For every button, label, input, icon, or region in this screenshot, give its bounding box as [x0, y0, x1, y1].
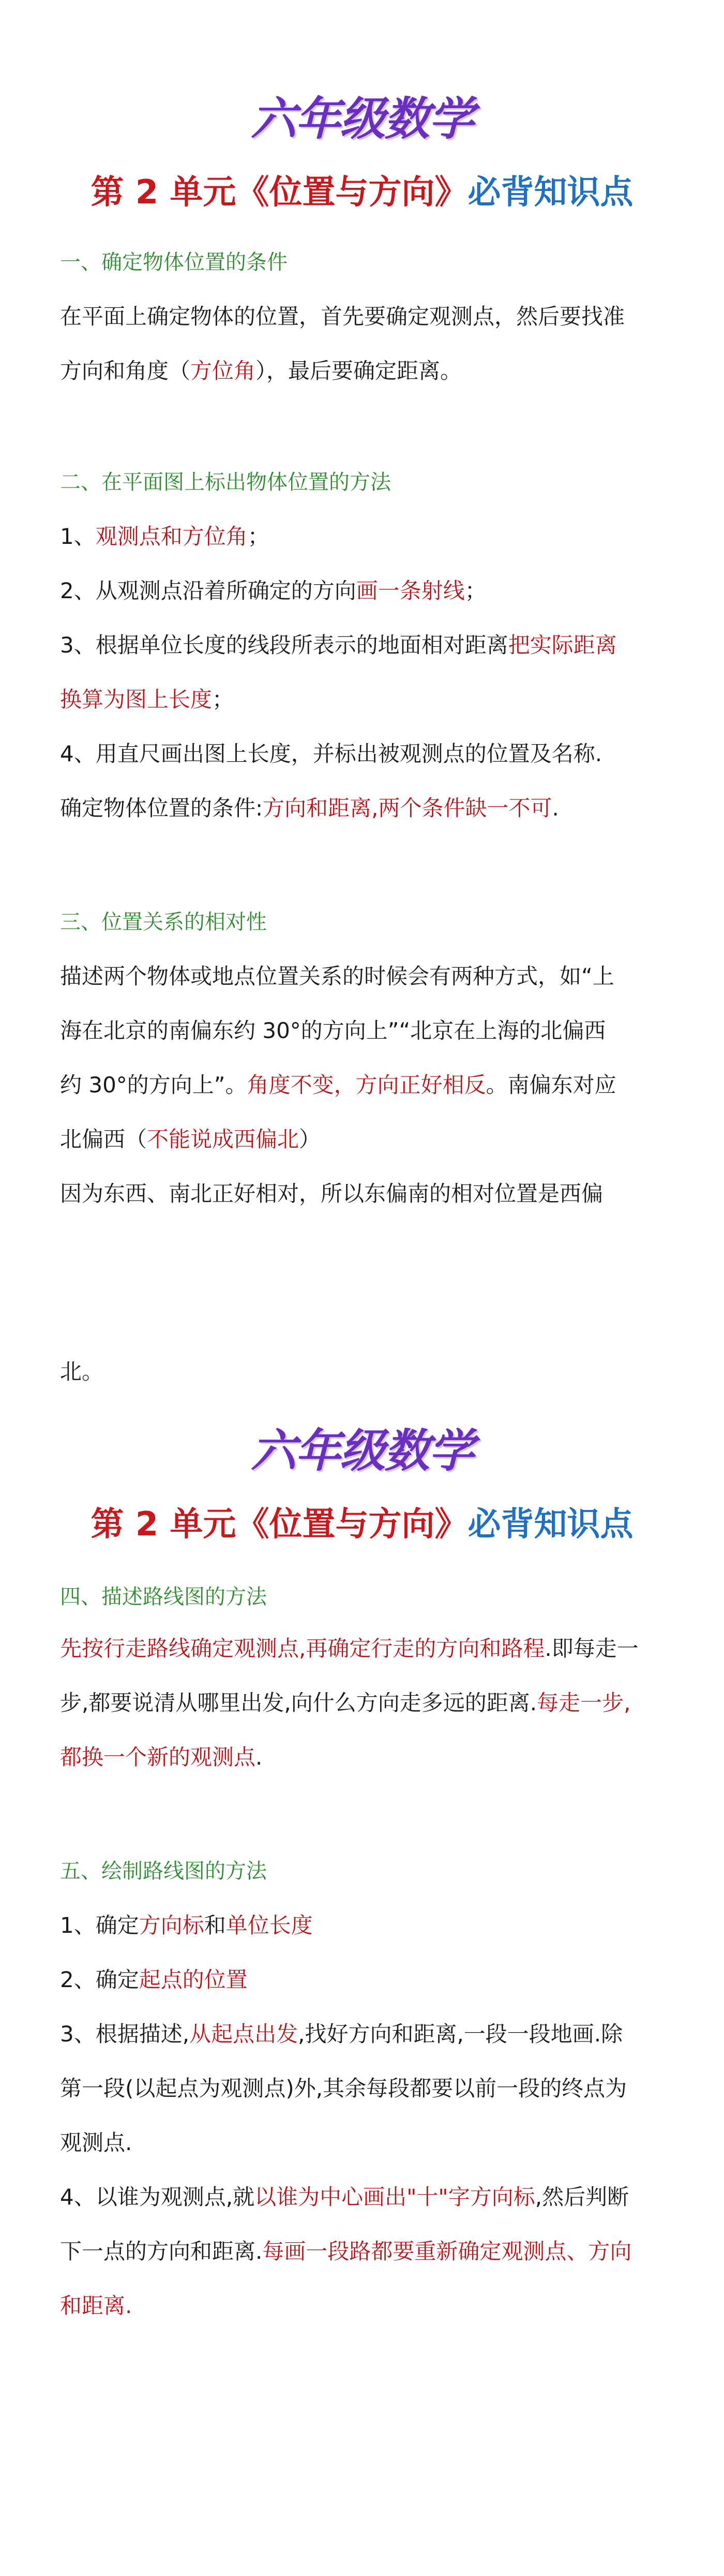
section-4-line-3: 都换一个新的观测点.: [60, 1744, 263, 1770]
title-part1: 第 2 单元《位置与方向》: [90, 173, 468, 212]
section-2-line-3: 3、根据单位长度的线段所表示的地面相对距离把实际距离: [60, 632, 617, 658]
section-3-line-3: 约 30°的方向上”。角度不变，方向正好相反。南偏东对应: [60, 1072, 616, 1098]
section-heading-5: 五、绘制路线图的方法: [60, 1859, 267, 1883]
brand-logo-2: 六年级数学: [250, 1424, 473, 1477]
section-3-line-2: 海在北京的南偏东约 30°的方向上”“北京在上海的北偏西: [60, 1018, 606, 1043]
section-5-line-3: 3、根据描述,从起点出发,找好方向和距离,一段一段地画.除: [60, 2021, 623, 2047]
section-3-line-1: 描述两个物体或地点位置关系的时候会有两种方式，如“上: [60, 964, 614, 989]
section-heading-4: 四、描述路线图的方法: [60, 1585, 267, 1609]
section-4-line-1: 先按行走路线确定观测点,再确定行走的方向和路程.即每走一: [60, 1636, 639, 1661]
section-1-line-2: 方向和角度（方位角），最后要确定距离。: [60, 358, 462, 383]
section-3-line-5: 因为东西、南北正好相对，所以东偏南的相对位置是西偏: [60, 1181, 604, 1206]
section-heading-1: 一、确定物体位置的条件: [60, 250, 288, 274]
section-1-line-1: 在平面上确定物体的位置，首先要确定观测点，然后要找准: [60, 304, 625, 329]
section-4-line-2: 步,都要说清从哪里出发,向什么方向走多远的距离.每走一步,: [60, 1690, 631, 1715]
section-3-line-6: 北。: [60, 1359, 104, 1384]
section-5-line-5: 观测点.: [60, 2130, 132, 2155]
section-heading-2: 二、在平面图上标出物体位置的方法: [60, 470, 391, 494]
section-5-line-7: 下一点的方向和距离.每画一段路都要重新确定观测点、方向: [60, 2239, 632, 2264]
section-5-line-6: 4、以谁为观测点,就以谁为中心画出"十"字方向标,然后判断: [60, 2184, 629, 2210]
section-5-line-8: 和距离.: [60, 2293, 132, 2318]
page-title-2: [0, 1498, 724, 1545]
section-5-line-4: 第一段(以起点为观测点)外,其余每段都要以前一段的终点为: [60, 2076, 627, 2101]
section-2-line-1: 1、观测点和方位角；: [60, 524, 269, 549]
section-heading-3: 三、位置关系的相对性: [60, 910, 267, 934]
title-part1: 第 2 单元《位置与方向》: [90, 1505, 468, 1544]
section-2-line-4: 换算为图上长度；: [60, 687, 234, 712]
section-5-line-2: 2、确定起点的位置: [60, 1967, 248, 1992]
section-5-line-1: 1、确定方向标和单位长度: [60, 1913, 313, 1938]
section-3-line-4: 北偏西（不能说成西偏北）: [60, 1127, 321, 1152]
title-part2: 必背知识点: [467, 173, 634, 212]
section-2-line-2: 2、从观测点沿着所确定的方向画一条射线；: [60, 578, 487, 603]
page-2: [0, 1288, 724, 2576]
section-2-line-5: 4、用直尺画出图上长度，并标出被观测点的位置及名称.: [60, 741, 602, 766]
title-part2: 必背知识点: [467, 1505, 634, 1544]
section-2-line-6: 确定物体位置的条件:方向和距离,两个条件缺一不可.: [60, 795, 559, 821]
brand-logo: 六年级数学: [250, 92, 473, 145]
page-title: [0, 166, 724, 213]
